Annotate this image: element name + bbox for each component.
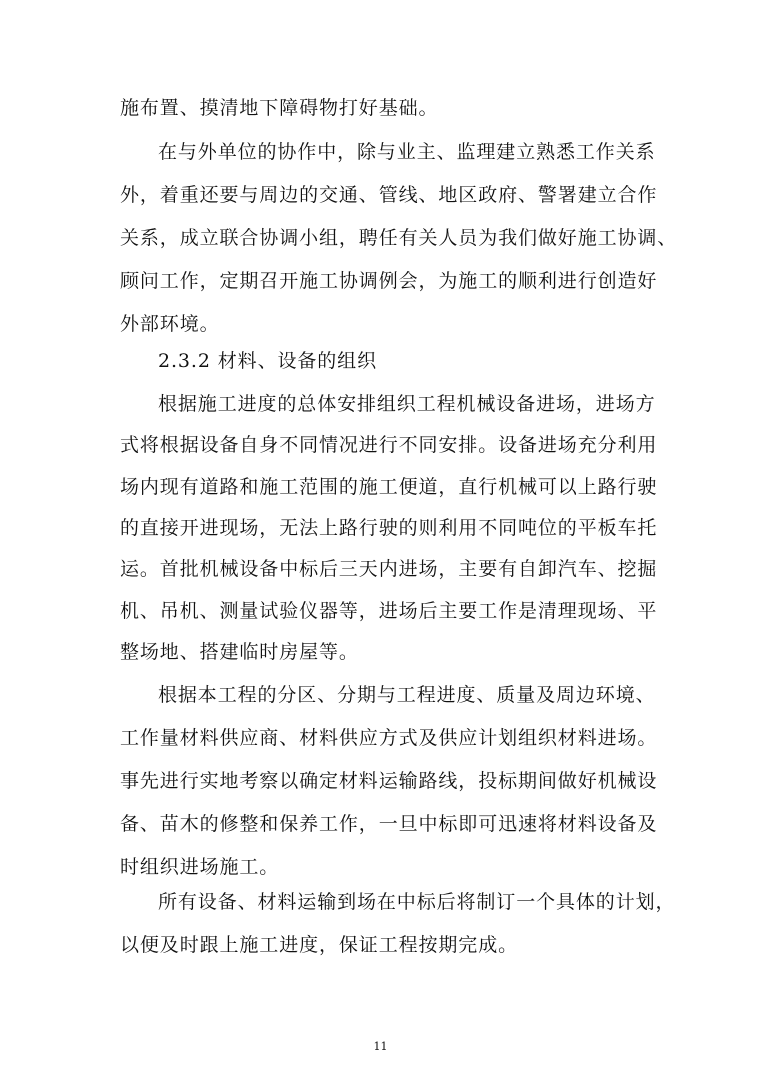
paragraph-line: 的直接开进现场，无法上路行驶的则利用不同吨位的平板车托 (120, 517, 658, 539)
paragraph-line: 外部环境。 (120, 313, 220, 335)
paragraph-line: 以便及时跟上施工进度，保证工程按期完成。 (120, 934, 519, 956)
paragraph-line: 式将根据设备自身不同情况进行不同安排。设备进场充分利用 (120, 434, 658, 456)
paragraph-line: 备、苗木的修整和保养工作，一旦中标即可迅速将材料设备及 (120, 813, 658, 835)
paragraph-line: 根据本工程的分区、分期与工程进度、质量及周边环境、 (158, 684, 656, 706)
paragraph-line: 外，着重还要与周边的交通、管线、地区政府、警署建立合作 (120, 184, 658, 206)
paragraph-line: 在与外单位的协作中，除与业主、监理建立熟悉工作关系 (158, 141, 656, 163)
paragraph-line: 场内现有道路和施工范围的施工便道，直行机械可以上路行驶 (120, 476, 658, 498)
paragraph-line: 根据施工进度的总体安排组织工程机械设备进场，进场方 (158, 393, 656, 415)
section-heading: 2.3.2 材料、设备的组织 (158, 350, 377, 372)
paragraph-line: 顾问工作，定期召开施工协调例会，为施工的顺利进行创造好 (120, 270, 658, 292)
paragraph-line: 工作量材料供应商、材料供应方式及供应计划组织材料进场。 (120, 727, 658, 749)
paragraph-line: 整场地、搭建临时房屋等。 (120, 641, 359, 663)
page-number: 11 (373, 1040, 388, 1053)
paragraph-line: 运。首批机械设备中标后三天内进场，主要有自卸汽车、挖掘 (120, 558, 658, 580)
paragraph-line: 机、吊机、测量试验仪器等，进场后主要工作是清理现场、平 (120, 600, 658, 622)
continuation-line: 施布置、摸清地下障碍物打好基础。 (120, 97, 439, 119)
paragraph-line: 关系，成立联合协调小组，聘任有关人员为我们做好施工协调、 (120, 227, 678, 249)
paragraph-line: 时组织进场施工。 (120, 856, 280, 878)
paragraph-line: 所有设备、材料运输到场在中标后将制订一个具体的计划， (158, 891, 676, 913)
paragraph-line: 事先进行实地考察以确定材料运输路线，投标期间做好机械设 (120, 770, 658, 792)
